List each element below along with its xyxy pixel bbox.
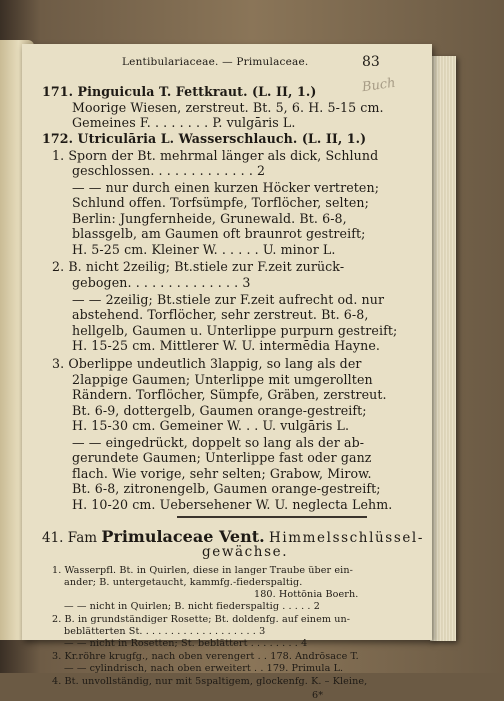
- family-common-name-cont: gewächse.: [202, 544, 289, 560]
- small-key-line: — — cylindrisch, nach oben erweitert . . 179. Primula L.: [64, 663, 344, 674]
- key-line: — — nur durch einen kurzen Höcker vertreten;: [72, 180, 380, 195]
- small-key-line: 180. Hottōnia Boerh.: [254, 589, 359, 600]
- family-common-name: Himmelsschlüssel-: [268, 530, 425, 546]
- key-line: 1. Sporn der Bt. mehrmal länger als dick, Schlund: [52, 148, 379, 163]
- key-line: 3. Oberlippe undeutlich 3lappig, so lang als der: [52, 356, 362, 371]
- page-number: 83: [362, 54, 380, 70]
- book-page: [22, 44, 432, 701]
- key-line: geschlossen. . . . . . . . . . . . . 2: [72, 163, 266, 178]
- key-line: gebogen. . . . . . . . . . . . . . 3: [72, 275, 251, 290]
- section-divider: [177, 516, 367, 518]
- key-line: 2lappige Gaumen; Unterlippe mit umgerollten: [72, 372, 373, 387]
- page-stack-edges: [430, 56, 456, 641]
- text-line: Gemeines F. . . . . . . . P. vulgāris L.: [72, 115, 296, 130]
- running-header: Lentibulariaceae. — Primulaceae.: [122, 56, 309, 68]
- key-line: H. 10-20 cm. Uebersehener W. U. neglecta Lehm.: [72, 497, 393, 512]
- small-key-line: 4. Bt. unvollständig, nur mit 5spaltigem, glockenfg. K. – Kleine,: [52, 676, 368, 687]
- key-line: Rändern. Torflöcher, Sümpfe, Gräben, zerstreut.: [72, 387, 387, 402]
- key-line: — — 2zeilig; Bt.stiele zur F.zeit aufrecht od. nur: [72, 292, 385, 307]
- key-line: abstehend. Torflöcher, sehr zerstreut. Bt. 6-8,: [72, 307, 369, 322]
- genus-172-heading: 172. Utriculāria L. Wasserschlauch. (L. II, 1.): [42, 131, 367, 146]
- key-line: Berlin: Jungfernheide, Grunewald. Bt. 6-8,: [72, 211, 347, 226]
- key-line: gerundete Gaumen; Unterlippe fast oder ganz: [72, 450, 372, 465]
- key-line: 2. B. nicht 2zeilig; Bt.stiele zur F.zeit zurück-: [52, 259, 345, 274]
- small-key-line: 3. Kr.röhre krugfg., nach oben verengert . . 178. Andrōsace T.: [52, 651, 359, 662]
- genus-171-heading: 171. Pinguicula T. Fettkraut. (L. II, 1.): [42, 84, 317, 99]
- small-key-line: 2. B. in grundständiger Rosette; Bt. doldenfg. auf einem un-: [52, 614, 351, 625]
- key-line: H. 15-30 cm. Gemeiner W. . . U. vulgāris L.: [72, 418, 350, 433]
- key-line: blassgelb, am Gaumen oft braunrot gestreift;: [72, 226, 366, 241]
- signature-mark: 6*: [312, 690, 324, 701]
- key-line: Bt. 6-9, dottergelb, Gaumen orange-gestreift;: [72, 403, 367, 418]
- key-line: — — eingedrückt, doppelt so lang als der ab-: [72, 435, 365, 450]
- key-line: flach. Wie vorige, sehr selten; Grabow, Mirow.: [72, 466, 372, 481]
- page-text: [22, 44, 432, 701]
- small-key-line: beblätterten St. . . . . . . . . . . . . . . . . . . 3: [64, 626, 266, 637]
- family-name: Primulaceae Vent.: [101, 527, 265, 546]
- key-line: H. 5-25 cm. Kleiner W. . . . . . U. minor L.: [72, 242, 336, 257]
- key-line: Bt. 6-8, zitronengelb, Gaumen orange-gestreift;: [72, 481, 381, 496]
- text-line: Moorige Wiesen, zerstreut. Bt. 5, 6. H. 5-15 cm.: [72, 100, 384, 115]
- small-key-line: 1. Wasserpfl. Bt. in Quirlen, diese in langer Traube über ein-: [52, 565, 353, 576]
- small-key-line: — — nicht in Quirlen; B. nicht fiederspaltig . . . . . 2: [64, 601, 320, 612]
- key-line: Schlund offen. Torfsümpfe, Torflöcher, selten;: [72, 195, 369, 210]
- key-line: H. 15-25 cm. Mittlerer W. U. intermēdia Hayne.: [72, 338, 380, 353]
- pencil-annotation: Buch: [361, 75, 397, 96]
- family-number: 41. Fam: [42, 530, 98, 546]
- small-key-line: — — nicht in Rosetten; St. beblättert . . . . . . . . 4: [64, 638, 308, 649]
- small-key-line: ander; B. untergetaucht, kammfg.-fiederspaltig.: [64, 577, 303, 588]
- key-line: hellgelb, Gaumen u. Unterlippe purpurn gestreift;: [72, 323, 398, 338]
